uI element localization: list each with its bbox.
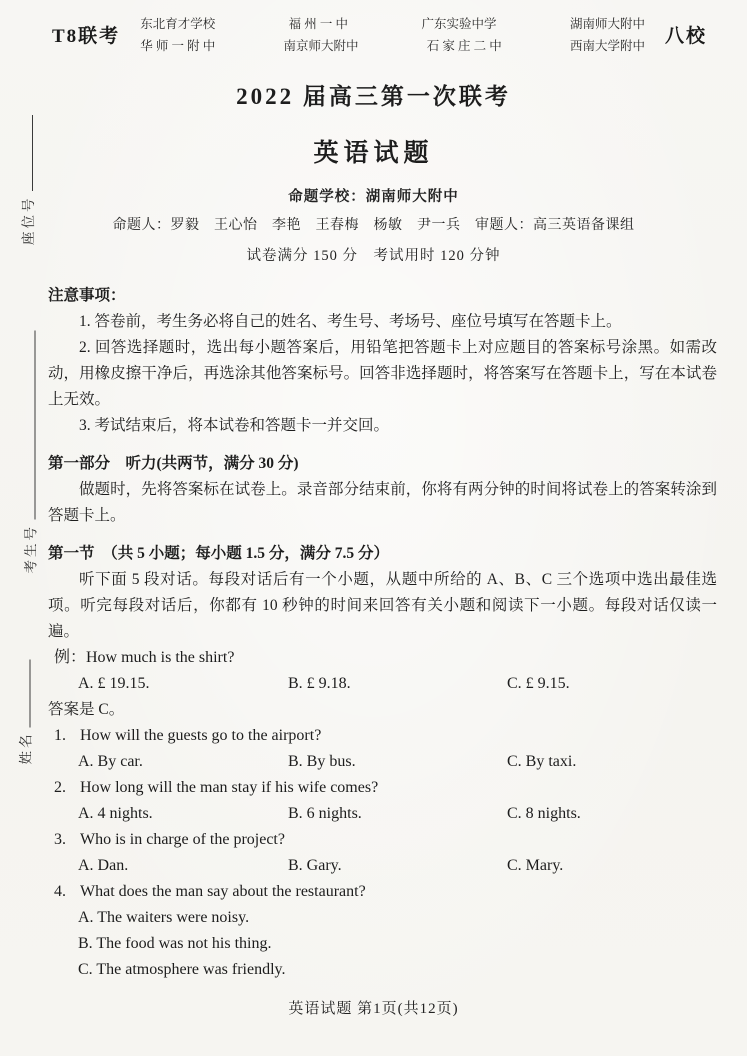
option-c: C. The atmosphere was friendly.	[78, 961, 286, 978]
option-a: A. The waiters were noisy.	[78, 909, 250, 926]
question-number: 1.	[54, 727, 66, 744]
option-c: C. 8 nights.	[507, 805, 581, 822]
seal-label-name	[15, 660, 35, 765]
part1-intro: 做题时，先将答案标在试卷上。录音部分结束前，你将有两分钟的时间将试卷上的答案转涂到答题卡上。	[48, 481, 717, 524]
question-1-options	[48, 749, 717, 775]
section1-heading: 第一节 （共 5 小题；每小题 1.5 分，满分 7.5 分）	[48, 545, 390, 562]
notice-item-1: 1. 答卷前，考生务必将自己的姓名、考生号、考场号、座位号填写在答题卡上。	[79, 313, 622, 330]
subject-title: 英语试题	[313, 140, 434, 167]
question-4-option-b	[48, 931, 717, 957]
name-label: 姓名	[18, 731, 34, 765]
t8-league-badge: T8联考	[52, 25, 121, 47]
page-footer: 英语试题 第1页(共12页)	[288, 1001, 459, 1017]
school-name: 湖南师大附中	[569, 17, 645, 31]
option-b: B. The food was not his thing.	[78, 935, 272, 952]
question-text: How will the guests go to the airport?	[80, 727, 322, 744]
option-c: C. Mary.	[507, 857, 564, 874]
question-text: What does the man say about the restaurant?	[80, 883, 366, 900]
candidate-number-blank-line	[35, 331, 36, 521]
school-list	[134, 14, 651, 54]
school-name: 福 州 一 中	[288, 17, 349, 31]
option-b: B. £ 9.18.	[288, 675, 351, 692]
name-blank-line	[30, 660, 31, 728]
seal-label-seat-number	[17, 115, 37, 245]
option-c: C. By taxi.	[507, 753, 577, 770]
question-3-options	[48, 853, 717, 879]
option-b: B. Gary.	[288, 857, 342, 874]
proposing-school-line: 命题学校：湖南师大附中	[288, 189, 459, 205]
school-name: 石 家 庄 二 中	[426, 39, 502, 53]
example-prompt: 例：How much is the shirt?	[54, 649, 235, 666]
option-a: A. Dan.	[78, 857, 129, 874]
question-4-option-a	[48, 905, 717, 931]
question-text: How long will the man stay if his wife comes?	[80, 779, 379, 796]
candidate-number-label: 考生号	[23, 524, 39, 574]
question-2	[48, 775, 717, 801]
option-a: A. By car.	[78, 753, 143, 770]
question-number: 3.	[54, 831, 66, 848]
school-name: 南京师大附中	[283, 39, 359, 53]
school-name: 西南大学附中	[569, 39, 645, 53]
question-number: 2.	[54, 779, 66, 796]
question-2-options	[48, 801, 717, 827]
notice-item-3: 3. 考试结束后，将本试卷和答题卡一并交回。	[79, 417, 390, 434]
exam-header	[0, 0, 747, 54]
notice-item-2: 2. 回答选择题时，选出每小题答案后，用铅笔把答题卡上对应题目的答案标号涂黑。如需改动，用橡皮擦干净后，再选涂其他答案标号。回答非选择题时，将答案写在答题卡上，写在本试卷上无效。	[48, 339, 717, 408]
school-name: 东北育才学校	[140, 17, 216, 31]
school-name: 广东实验中学	[421, 17, 497, 31]
question-text: Who is in charge of the project?	[80, 831, 285, 848]
question-number: 4.	[54, 883, 66, 900]
authors-line: 命题人：罗毅 王心怡 李艳 王春梅 杨敏 尹一兵 审题人：高三英语备课组	[112, 218, 635, 233]
exam-body	[0, 283, 747, 983]
seat-number-label: 座位号	[21, 195, 36, 245]
school-name: 华 师 一 附 中	[140, 39, 216, 53]
option-a: A. £ 19.15.	[78, 675, 150, 692]
seat-number-blank-line	[32, 115, 33, 192]
question-1	[48, 723, 717, 749]
option-a: A. 4 nights.	[78, 805, 153, 822]
exam-title: 2022 届高三第一次联考	[236, 84, 511, 109]
seal-label-candidate-number	[20, 331, 40, 574]
section1-intro: 听下面 5 段对话。每段对话后有一个小题，从题中所给的 A、B、C 三个选项中选出最佳选项。听完每段对话后，你都有 10 秒钟的时间来回答有关小题和阅读下一小题。每段对话仅读一遍。	[48, 571, 717, 640]
school-row-2	[134, 36, 651, 54]
part1-heading: 第一部分 听力(共两节，满分 30 分)	[48, 455, 299, 472]
score-duration-line: 试卷满分 150 分 考试用时 120 分钟	[246, 248, 501, 264]
option-c: C. £ 9.15.	[507, 675, 570, 692]
option-b: B. By bus.	[288, 753, 356, 770]
question-3	[48, 827, 717, 853]
notice-heading: 注意事项：	[48, 287, 126, 304]
example-options	[48, 671, 717, 697]
question-4	[48, 879, 717, 905]
example-answer: 答案是 C。	[48, 701, 125, 718]
question-4-option-c	[48, 957, 717, 983]
eight-schools-badge: 八校	[664, 25, 707, 47]
option-b: B. 6 nights.	[288, 805, 362, 822]
school-row-1	[134, 14, 651, 32]
